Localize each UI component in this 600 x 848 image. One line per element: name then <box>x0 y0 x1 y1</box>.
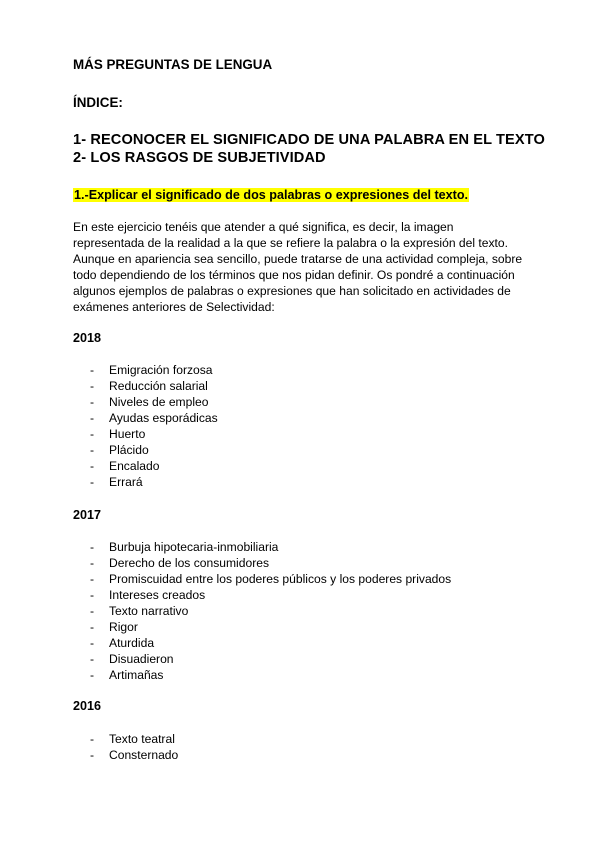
paragraph-line: algunos ejemplos de palabras o expresiones que han solicitado en actividades de <box>73 284 511 298</box>
section-heading-wrapper <box>73 187 469 203</box>
index-item-1: 1- RECONOCER EL SIGNIFICADO DE UNA PALABRA EN EL TEXTO <box>73 132 545 148</box>
section-heading: 1.-Explicar el significado de dos palabras o expresiones del texto. <box>74 188 469 202</box>
paragraph-line: Aunque en apariencia sea sencillo, puede tratarse de una actividad compleja, sobre <box>73 252 523 266</box>
paragraph-line: todo dependiendo de los términos que nos pidan definir. Os pondré a continuación <box>73 268 515 282</box>
year-heading-2016: 2016 <box>73 699 102 713</box>
paragraph-line: exámenes anteriores de Selectividad: <box>73 300 275 314</box>
paragraph-line: En este ejercicio tenéis que atender a qué significa, es decir, la imagen <box>73 220 454 234</box>
year-heading-2017: 2017 <box>73 508 102 522</box>
index-item-2: 2- LOS RASGOS DE SUBJETIVIDAD <box>73 150 326 166</box>
year-heading-2018: 2018 <box>73 331 102 345</box>
document-page: MÁS PREGUNTAS DE LENGUA ÍNDICE: 1- RECONOCER EL SIGNIFICADO DE UNA PALABRA EN EL TEXTO 2- LOS RASGOS DE SUBJETIVIDAD 1.-Explicar el significado de dos palabras o expresiones del texto. En este ejercicio tenéis que atender a qué significa, es decir, la imagen representada de la realidad a la que se refiere la palabra o la expresión del texto. Aunque en apariencia sea sencillo, puede tratarse de una actividad compleja, sobre todo dependiendo de los términos que nos pidan definir. Os pondré a continuación algunos ejemplos de palabras o expresiones que han solicitado en actividades de exámenes anteriores de Selectividad: 2018 - Emigración forzosa - Reducción salarial - Niveles de empleo - Ayudas esporádicas - Huerto - Plácido - Encalado - Errará 2017 - Burbuja hipotecaria-inmobiliaria - Derecho de los consumidores - Promiscuidad entre los poderes públicos y los poderes privados - Intereses creados - Texto narrativo - Rigor - Aturdida - Disuadieron - Artimañas 2016 - Texto teatral - Consternado <box>73 57 545 762</box>
paragraph-line: representada de la realidad a la que se refiere la palabra o la expresión del texto. <box>73 236 508 250</box>
index-heading: ÍNDICE: <box>73 95 123 110</box>
document-title: MÁS PREGUNTAS DE LENGUA <box>73 57 273 72</box>
